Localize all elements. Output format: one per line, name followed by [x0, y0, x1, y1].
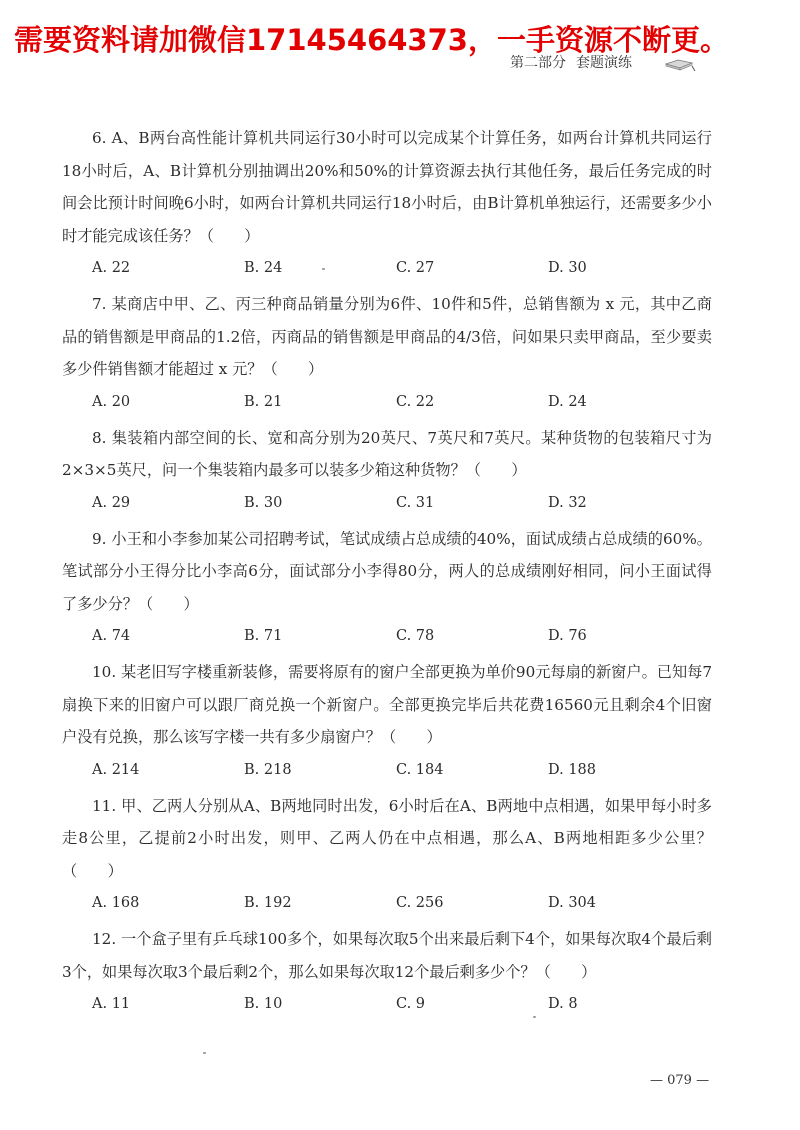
answer-option: C. 27: [396, 260, 435, 276]
answer-option: C. 78: [396, 628, 435, 644]
question-text: 8. 集装箱内部空间的长、宽和高分别为20英尺、7英尺和7英尺。某种货物的包装箱尺寸为2×3×5英尺，问一个集装箱内最多可以装多少箱这种货物？（ ）: [62, 428, 712, 479]
scan-speck: [533, 1016, 536, 1018]
question-text: 10. 某老旧写字楼重新装修，需要将原有的窗户全部更换为单价90元每扇的新窗户。已知每7扇换下来的旧窗户可以跟厂商兑换一个新窗户。全部更换完毕后共花费16560元且剩余4个旧窗户没有兑换，那么该写字楼一共有多少扇窗户？（ ）: [62, 663, 712, 746]
page-number: — 079 —: [650, 1073, 710, 1088]
answer-option: D. 30: [548, 260, 587, 276]
answer-options: [92, 887, 712, 919]
question-text: 11. 甲、乙两人分别从A、B两地同时出发，6小时后在A、B两地中点相遇，如果甲每小时多走8公里，乙提前2小时出发，则甲、乙两人仍在中点相遇，那么A、B两地相距多少公里？（ ）: [62, 796, 712, 880]
answer-option: C. 9: [396, 996, 426, 1012]
page-header: [510, 52, 642, 72]
answer-option: B. 192: [244, 895, 292, 911]
answer-option: D. 304: [548, 895, 597, 911]
answer-option: A. 74: [92, 628, 131, 644]
question-item: [62, 523, 712, 653]
answer-option: B. 30: [244, 494, 283, 511]
answer-option: A. 168: [92, 895, 140, 911]
scan-speck: [322, 268, 325, 270]
answer-option: B. 21: [244, 393, 283, 410]
question-text: 7. 某商店中甲、乙、丙三种商品销量分别为6件、10件和5件，总销售额为 x 元，其中乙商品的销售额是甲商品的1.2倍，丙商品的销售额是甲商品的4/3倍，问如果只卖甲商品，至少要卖多少件销售额才能超过 x 元？（ ）: [62, 295, 712, 378]
question-item: [62, 288, 712, 418]
answer-option: D. 188: [548, 761, 597, 778]
question-text: 9. 小王和小李参加某公司招聘考试，笔试成绩占总成绩的40%，面试成绩占总成绩的60%。笔试部分小王得分比小李高6分，面试部分小李得80分，两人的总成绩刚好相同，问小王面试得了多少分？（ ）: [62, 529, 712, 613]
answer-options: [92, 754, 712, 786]
question-text: 6. A、B两台高性能计算机共同运行30小时可以完成某个计算任务，如两台计算机共同运行18小时后，A、B计算机分别抽调出20%和50%的计算资源去执行其他任务，最后任务完成的时间会比预计时间晚6小时，如两台计算机共同运行18小时后，由B计算机单独运行，还需要多少小时才能完成该任务？（ ）: [62, 129, 712, 245]
header-part: 第二部分: [510, 55, 566, 71]
answer-option: D. 8: [548, 996, 578, 1012]
answer-options: [92, 386, 712, 418]
book-icon: [664, 54, 696, 72]
question-item: [62, 790, 712, 920]
answer-option: C. 184: [396, 761, 444, 778]
answer-option: A. 29: [92, 494, 131, 511]
answer-option: D. 24: [548, 393, 587, 410]
answer-options: [92, 487, 712, 519]
answer-option: A. 11: [92, 996, 131, 1012]
watermark-banner: 需要资料请加微信17145464373，一手资源不断更。: [14, 23, 729, 57]
answer-option: B. 24: [244, 260, 283, 276]
answer-option: A. 22: [92, 260, 131, 276]
answer-option: B. 71: [244, 628, 283, 644]
answer-option: C. 31: [396, 494, 435, 511]
answer-option: B. 218: [244, 761, 292, 778]
answer-option: B. 10: [244, 996, 283, 1012]
answer-options: [92, 988, 712, 1020]
header-section: 套题演练: [576, 55, 632, 71]
answer-option: D. 76: [548, 628, 587, 644]
answer-option: C. 256: [396, 895, 444, 911]
answer-option: A. 214: [92, 761, 140, 778]
answer-options: [92, 620, 712, 652]
question-item: [62, 122, 712, 284]
answer-options: [92, 252, 712, 284]
answer-option: C. 22: [396, 393, 435, 410]
question-item: [62, 656, 712, 786]
answer-option: A. 20: [92, 393, 131, 410]
question-item: [62, 923, 712, 1020]
question-list: [62, 122, 712, 1024]
question-text: 12. 一个盒子里有乒乓球100多个，如果每次取5个出来最后剩下4个，如果每次取4个最后剩3个，如果每次取3个最后剩2个，那么如果每次取12个最后剩多少个？（ ）: [62, 930, 712, 981]
scan-speck: [203, 1052, 206, 1054]
question-item: [62, 422, 712, 519]
answer-option: D. 32: [548, 494, 587, 511]
